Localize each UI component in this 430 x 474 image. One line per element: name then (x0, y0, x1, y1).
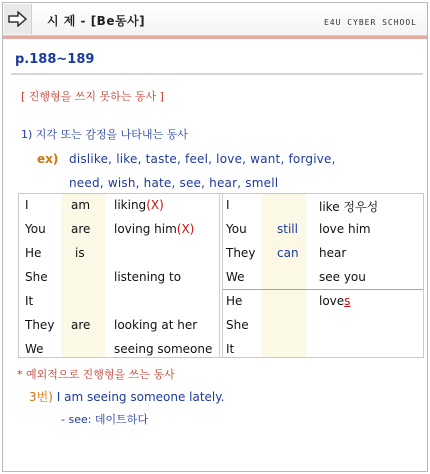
table-cell: She (226, 318, 249, 332)
center-divider-2 (222, 194, 223, 357)
table-cell: can (277, 246, 299, 260)
table-cell: listening to (114, 270, 182, 284)
table-cell: You (226, 222, 247, 236)
verb-text: love (319, 294, 345, 308)
arrow-right-icon (8, 11, 28, 27)
verb-suffix: s (344, 294, 351, 308)
incorrect-mark: (X) (146, 198, 164, 212)
table-cell: We (25, 342, 44, 356)
table-cell: are (71, 222, 91, 236)
table-cell: You (25, 222, 46, 236)
table-cell: like 정우성 (319, 200, 379, 214)
incorrect-mark: (X) (176, 222, 195, 236)
exception-number: 3번) (29, 390, 53, 404)
header-bar (3, 3, 427, 36)
exception-example (29, 388, 224, 405)
table-cell: looking at her (114, 318, 198, 332)
page-title: 시 제 - [Be동사] (47, 14, 146, 28)
table-cell: seeing someone (114, 342, 213, 356)
left-verb-column (61, 194, 105, 357)
table-cell: They (226, 246, 256, 260)
header-divider (3, 36, 427, 39)
exception-sentence: I am seeing someone lately. (56, 390, 225, 404)
table-cell: He (226, 294, 243, 308)
subsection-title: 1) 지각 또는 감정을 나타내는 동사 (21, 128, 188, 141)
table-cell: We (226, 270, 245, 284)
table-cell: hear (319, 246, 347, 260)
center-divider (219, 194, 220, 357)
table-cell (114, 198, 164, 212)
table-cell: love him (319, 222, 371, 236)
example-line-1: dislike, like, taste, feel, love, want, forgive, (69, 152, 336, 166)
table-cell: am (71, 198, 91, 212)
table-cell: I (226, 198, 230, 212)
exception-note: - see: 데이트하다 (61, 413, 149, 426)
arrow-icon-box (4, 4, 32, 34)
table-cell: It (226, 342, 235, 356)
page-reference: p.188~189 (15, 52, 95, 67)
table-cell: still (277, 222, 298, 236)
table-cell (114, 222, 194, 236)
table-cell: It (25, 294, 34, 308)
example-label: ex) (37, 152, 59, 166)
verb-text: liking (114, 198, 147, 212)
right-row-divider (223, 289, 423, 290)
verb-text: loving him (114, 222, 177, 236)
brand-label: E4U CYBER SCHOOL (323, 18, 417, 27)
lesson-frame (2, 2, 428, 472)
section-title: [ 진행형을 쓰지 못하는 동사 ] (21, 90, 164, 103)
table-cell (319, 294, 350, 308)
table-cell: He (25, 246, 42, 260)
conjugation-table (18, 193, 424, 358)
example-line-2: need, wish, hate, see, hear, smell (69, 176, 279, 190)
exception-title: * 예외적으로 진행형을 쓰는 동사 (17, 368, 175, 381)
table-cell: are (71, 318, 91, 332)
table-cell: She (25, 270, 48, 284)
table-cell: I (25, 198, 29, 212)
page-ref-divider (11, 73, 423, 75)
table-cell: They (25, 318, 55, 332)
table-cell: see you (319, 270, 366, 284)
table-cell: is (75, 246, 85, 260)
right-aux-column (262, 194, 306, 357)
